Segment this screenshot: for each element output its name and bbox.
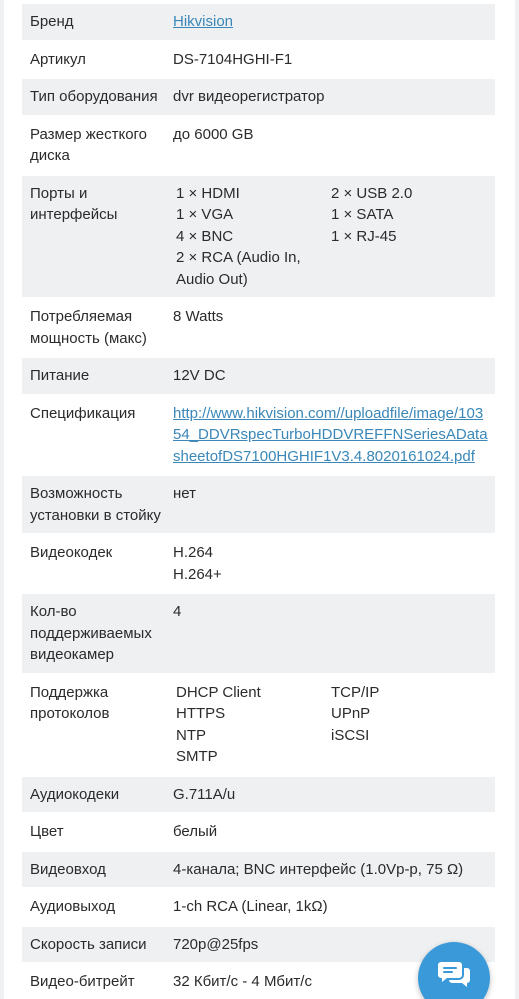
spec-label: Потребляемая мощность (макс) — [30, 308, 147, 347]
spec-value — [165, 476, 495, 533]
spec-value-column — [176, 183, 331, 291]
spec-value-column — [331, 682, 489, 768]
spec-value-text: 8 Watts — [173, 308, 224, 325]
spec-value-text: 4-канала; BNC интерфейс (1.0Vp-p, 75 Ω) — [173, 860, 464, 878]
spec-value — [165, 176, 495, 298]
spec-value-item: HTTPS — [176, 705, 226, 722]
spec-label: Аудиокодеки — [30, 785, 120, 803]
spec-value-item: 4 × BNC — [176, 227, 234, 245]
spec-value-text: 12V DC — [173, 367, 226, 384]
spec-row — [22, 42, 495, 80]
spec-value — [165, 777, 495, 813]
spec-value-item: H.264+ — [173, 565, 222, 583]
spec-value-item: TCP/IP — [331, 683, 380, 701]
spec-row — [22, 777, 495, 815]
spec-row — [22, 176, 495, 300]
spec-value-column — [331, 183, 489, 291]
spec-label: Возможность установки в стойку — [30, 485, 161, 524]
spec-value-text: до 6000 GB — [173, 125, 254, 143]
spec-value-column — [176, 682, 331, 768]
spec-value-item: SMTP — [176, 748, 218, 765]
spec-value-item: H.264 — [173, 544, 214, 561]
spec-label: Кол-во поддерживаемых видеокамер — [30, 603, 152, 663]
spec-label: Видео-битрейт — [30, 973, 135, 990]
spec-value — [165, 889, 495, 925]
spec-value-item: DHCP Client — [176, 683, 261, 701]
spec-value-text: 1-ch RCA (Linear, 1kΩ) — [173, 898, 328, 915]
spec-label: Бренд — [30, 13, 74, 30]
spec-row — [22, 675, 495, 777]
spec-value — [165, 594, 495, 673]
spec-value-text: нет — [173, 485, 196, 502]
spec-label: Цвет — [30, 823, 64, 840]
spec-row — [22, 117, 495, 176]
spec-value-columns — [173, 183, 489, 291]
spec-label: Скорость записи — [30, 935, 147, 953]
spec-row — [22, 814, 495, 852]
spec-value-item: 1 × VGA — [176, 206, 234, 223]
spec-row — [22, 889, 495, 927]
spec-row — [22, 79, 495, 117]
spec-row — [22, 476, 495, 535]
spec-value-item: UPnP — [331, 705, 371, 722]
spec-row — [22, 594, 495, 675]
spec-value — [165, 814, 495, 850]
spec-row — [22, 4, 495, 42]
spec-row — [22, 299, 495, 358]
spec-value — [165, 675, 495, 775]
spec-value — [165, 79, 495, 115]
spec-value-item: 2 × USB 2.0 — [331, 184, 413, 202]
spec-row — [22, 852, 495, 890]
spec-value-text: DS-7104HGHI-F1 — [173, 50, 293, 68]
spec-label: Аудиовыход — [30, 898, 116, 915]
spec-row — [22, 396, 495, 477]
spec-value — [165, 358, 495, 394]
spec-value-item: NTP — [176, 726, 206, 744]
spec-row — [22, 535, 495, 594]
specification-link[interactable]: http://www.hikvision.com//uploadfile/image/10354_DDVRspecTurboHDDVREFFNSeriesADatasheetofDS7100HGHIF1V3.4.8020161024.pdf — [173, 404, 488, 465]
brand-link[interactable]: Hikvision — [173, 13, 234, 30]
spec-value-text: белый — [173, 823, 218, 840]
spec-label: Спецификация — [30, 404, 136, 422]
spec-label: Питание — [30, 367, 90, 384]
spec-value — [165, 117, 495, 174]
spec-value-text: 720p@25fps — [173, 935, 259, 953]
spec-label: Тип оборудования — [30, 88, 158, 105]
spec-value-item: 1 × SATA — [331, 206, 394, 223]
spec-label: Артикул — [30, 50, 86, 68]
spec-value — [165, 4, 495, 40]
spec-value-item: 1 × HDMI — [176, 184, 240, 202]
spec-value — [165, 852, 495, 888]
spec-label: Видеокодек — [30, 544, 113, 561]
spec-label: Порты и интерфейсы — [30, 184, 118, 223]
spec-row — [22, 358, 495, 396]
spec-label: Размер жесткого диска — [30, 125, 148, 164]
spec-label: Видеовход — [30, 860, 106, 878]
spec-value-text: G.711A/u — [173, 785, 236, 803]
spec-value-columns — [173, 682, 489, 768]
spec-value — [165, 42, 495, 78]
spec-label: Поддержка протоколов — [30, 683, 110, 722]
spec-value — [165, 535, 495, 592]
spec-value-text: 32 Кбит/с - 4 Мбит/с — [173, 973, 312, 990]
spec-value — [165, 299, 495, 356]
spec-value-item: iSCSI — [331, 726, 370, 744]
spec-value-text: 4 — [173, 603, 182, 620]
spec-value-item: 2 × RCA (Audio In, Audio Out) — [176, 249, 301, 288]
spec-value-text: dvr видеорегистратор — [173, 88, 325, 105]
specs-table — [22, 4, 495, 999]
spec-value-item: 1 × RJ-45 — [331, 227, 397, 245]
chat-bubbles-icon — [437, 960, 471, 990]
spec-value — [165, 396, 495, 475]
